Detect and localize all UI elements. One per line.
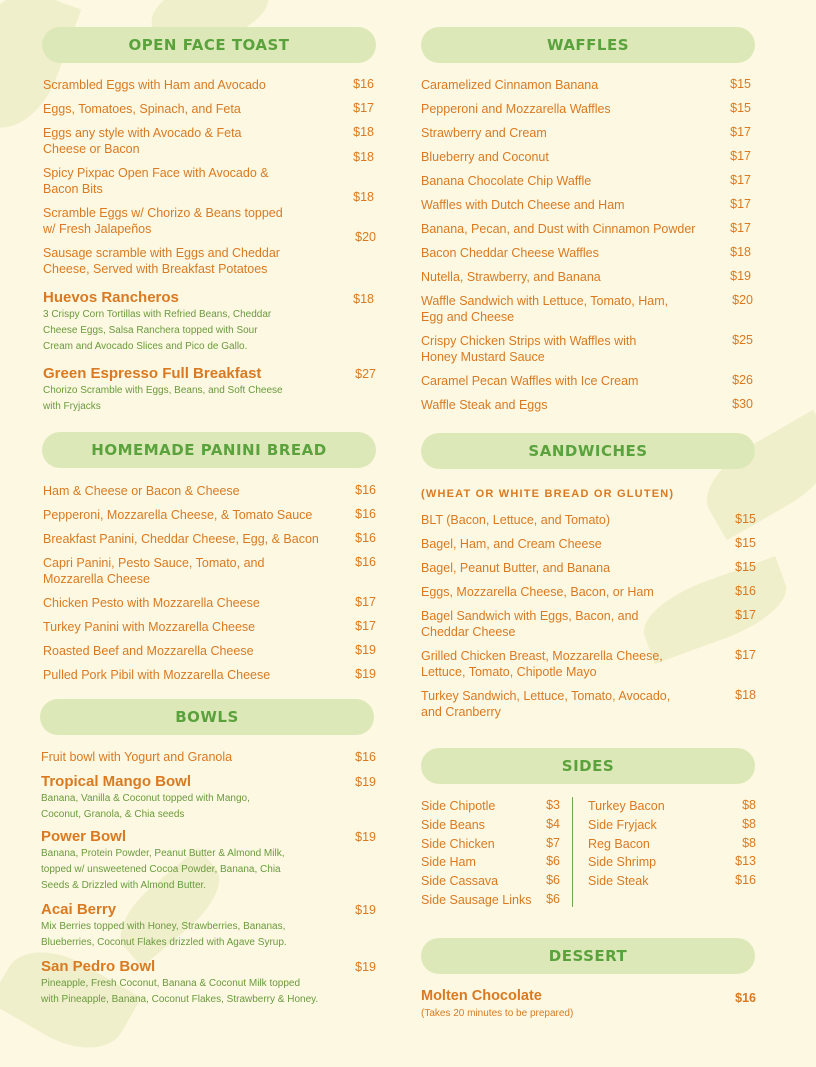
menu-item: Ham & Cheese or Bacon & Cheese (43, 484, 240, 498)
side-item: Side Chicken (421, 837, 495, 851)
section-heading-panini: HOMEMADE PANINI BREAD (42, 432, 376, 468)
item-price: $20 (732, 293, 753, 307)
menu-item-line2: and Cranberry (421, 705, 501, 719)
item-price: $18 (730, 245, 751, 259)
item-price: $19 (355, 960, 376, 974)
item-price: $17 (730, 173, 751, 187)
item-description: Pineapple, Fresh Coconut, Banana & Coconut Milk topped (41, 978, 301, 989)
menu-item: Turkey Panini with Mozzarella Cheese (43, 620, 256, 634)
section-heading-waffles: WAFFLES (421, 27, 755, 63)
section-heading-dessert: DESSERT (421, 938, 755, 974)
menu-item: Blueberry and Coconut (421, 150, 549, 164)
item-price: $26 (732, 373, 753, 387)
item-description: topped w/ unsweetened Cocoa Powder, Banana, Chia (41, 864, 281, 875)
menu-item: Bagel Sandwich with Eggs, Bacon, and (421, 609, 639, 623)
menu-item: Pulled Pork Pibil with Mozzarella Cheese (43, 668, 271, 682)
item-price: $18 (353, 292, 374, 306)
item-price: $6 (546, 854, 560, 868)
menu-item-line2: Cheese, Served with Breakfast Potatoes (43, 262, 268, 276)
menu-item: Bagel, Ham, and Cream Cheese (421, 537, 602, 551)
menu-item: Eggs, Tomatoes, Spinach, and Feta (43, 102, 241, 116)
menu-item: BLT (Bacon, Lettuce, and Tomato) (421, 513, 611, 527)
item-price: $18 (353, 150, 374, 164)
menu-item: Capri Panini, Pesto Sauce, Tomato, and (43, 556, 265, 570)
side-item: Side Chipotle (421, 799, 496, 813)
side-item: Side Beans (421, 818, 485, 832)
item-description: Cream and Avocado Slices and Pico de Gallo. (43, 341, 248, 352)
menu-item-title: Acai Berry (41, 901, 117, 918)
section-heading-open-face-toast: OPEN FACE TOAST (42, 27, 376, 63)
item-description: 3 Crispy Corn Tortillas with Refried Beans, Cheddar (43, 309, 272, 320)
menu-item: Pepperoni, Mozzarella Cheese, & Tomato Sauce (43, 508, 313, 522)
menu-item: Eggs, Mozzarella Cheese, Bacon, or Ham (421, 585, 654, 599)
item-note: (Takes 20 minutes to be prepared) (421, 1008, 574, 1019)
menu-item-line2: Cheese or Bacon (43, 142, 140, 156)
item-description: Cheese Eggs, Salsa Ranchera topped with Sour (43, 325, 258, 336)
item-price: $16 (735, 873, 756, 887)
item-price: $17 (730, 197, 751, 211)
item-description: Seeds & Drizzled with Almond Butter. (41, 880, 207, 891)
side-item: Side Cassava (421, 874, 499, 888)
item-price: $18 (353, 125, 374, 139)
item-price: $19 (355, 643, 376, 657)
menu-item: Waffle Sandwich with Lettuce, Tomato, Ham, (421, 294, 669, 308)
section-heading-bowls: BOWLS (40, 699, 374, 735)
menu-item: Bacon Cheddar Cheese Waffles (421, 246, 599, 260)
side-item: Side Ham (421, 855, 476, 869)
item-price: $17 (735, 608, 756, 622)
menu-item-line2: Cheddar Cheese (421, 625, 516, 639)
side-item: Reg Bacon (588, 837, 650, 851)
menu-item-title: Power Bowl (41, 828, 127, 845)
menu-item: Caramel Pecan Waffles with Ice Cream (421, 374, 639, 388)
menu-item: Scrambled Eggs with Ham and Avocado (43, 78, 266, 92)
item-price: $30 (732, 397, 753, 411)
menu-item: Breakfast Panini, Cheddar Cheese, Egg, & Bacon (43, 532, 319, 546)
menu-item-title: Tropical Mango Bowl (41, 773, 192, 790)
side-item: Side Fryjack (588, 818, 657, 832)
item-price: $18 (353, 190, 374, 204)
item-price: $25 (732, 333, 753, 347)
item-price: $16 (355, 555, 376, 569)
item-price: $17 (355, 619, 376, 633)
item-price: $16 (355, 483, 376, 497)
item-description: Banana, Vanilla & Coconut topped with Mango, (41, 793, 250, 804)
menu-item: Pepperoni and Mozzarella Waffles (421, 102, 611, 116)
item-price: $6 (546, 892, 560, 906)
menu-item: Nutella, Strawberry, and Banana (421, 270, 601, 284)
item-description: with Fryjacks (43, 401, 101, 412)
menu-item: Spicy Pixpac Open Face with Avocado & (43, 166, 269, 180)
item-price: $19 (355, 903, 376, 917)
menu-item-title: Huevos Rancheros (43, 289, 179, 306)
menu-item: Fruit bowl with Yogurt and Granola (41, 750, 233, 764)
item-price: $17 (355, 595, 376, 609)
item-price: $7 (546, 836, 560, 850)
item-price: $19 (730, 269, 751, 283)
item-price: $15 (735, 512, 756, 526)
item-price: $16 (355, 507, 376, 521)
item-price: $3 (546, 798, 560, 812)
item-price: $6 (546, 873, 560, 887)
item-description: Chorizo Scramble with Eggs, Beans, and Soft Cheese (43, 385, 283, 396)
menu-item-title: Green Espresso Full Breakfast (43, 365, 262, 382)
menu-item: Caramelized Cinnamon Banana (421, 78, 599, 92)
item-price: $15 (735, 560, 756, 574)
item-price: $16 (355, 531, 376, 545)
section-heading-sides: SIDES (421, 748, 755, 784)
item-price: $16 (735, 584, 756, 598)
menu-item: Eggs any style with Avocado & Feta (43, 126, 242, 140)
item-price: $18 (735, 688, 756, 702)
menu-item: Chicken Pesto with Mozzarella Cheese (43, 596, 260, 610)
bread-options-subheading: (WHEAT OR WHITE BREAD OR GLUTEN) (421, 488, 675, 500)
menu-item-title: San Pedro Bowl (41, 958, 156, 975)
item-price: $16 (735, 991, 756, 1005)
menu-item: Roasted Beef and Mozzarella Cheese (43, 644, 254, 658)
item-price: $16 (353, 77, 374, 91)
item-price: $8 (742, 836, 756, 850)
item-price: $17 (353, 101, 374, 115)
item-price: $17 (735, 648, 756, 662)
menu-item-line2: Egg and Cheese (421, 310, 515, 324)
menu-item: Banana Chocolate Chip Waffle (421, 174, 592, 188)
item-price: $17 (730, 221, 751, 235)
menu-item: Waffles with Dutch Cheese and Ham (421, 198, 625, 212)
item-description: Mix Berries topped with Honey, Strawberries, Bananas, (41, 921, 286, 932)
menu-item: Grilled Chicken Breast, Mozzarella Cheese, (421, 649, 663, 663)
menu-item-line2: Bacon Bits (43, 182, 103, 196)
item-price: $27 (355, 367, 376, 381)
sides-divider (572, 797, 573, 907)
item-price: $4 (546, 817, 560, 831)
item-price: $16 (355, 750, 376, 764)
item-price: $15 (730, 101, 751, 115)
side-item: Side Shrimp (588, 855, 657, 869)
menu-item-line2: w/ Fresh Jalapeños (43, 222, 152, 236)
menu-item-line2: Mozzarella Cheese (43, 572, 150, 586)
item-price: $19 (355, 775, 376, 789)
item-description: Banana, Protein Powder, Peanut Butter & Almond Milk, (41, 848, 285, 859)
item-price: $17 (730, 149, 751, 163)
menu-item: Turkey Sandwich, Lettuce, Tomato, Avocado, (421, 689, 671, 703)
item-price: $20 (355, 230, 376, 244)
menu-item-title: Molten Chocolate (421, 988, 542, 1004)
side-item: Turkey Bacon (588, 799, 665, 813)
section-heading-sandwiches: SANDWICHES (421, 433, 755, 469)
item-price: $13 (735, 854, 756, 868)
item-price: $19 (355, 667, 376, 681)
menu-item: Crispy Chicken Strips with Waffles with (421, 334, 637, 348)
menu-item-line2: Honey Mustard Sauce (421, 350, 545, 364)
item-price: $15 (735, 536, 756, 550)
item-price: $8 (742, 817, 756, 831)
menu-item: Strawberry and Cream (421, 126, 547, 140)
leaf-decoration (0, 0, 81, 141)
menu-item: Scramble Eggs w/ Chorizo & Beans topped (43, 206, 283, 220)
item-price: $17 (730, 125, 751, 139)
menu-item: Waffle Steak and Eggs (421, 398, 548, 412)
side-item: Side Sausage Links (421, 893, 532, 907)
item-price: $15 (730, 77, 751, 91)
item-description: with Pineapple, Banana, Coconut Flakes, Strawberry & Honey. (41, 994, 319, 1005)
menu-item: Sausage scramble with Eggs and Cheddar (43, 246, 280, 260)
item-price: $19 (355, 830, 376, 844)
item-price: $8 (742, 798, 756, 812)
side-item: Side Steak (588, 874, 649, 888)
item-description: Blueberries, Coconut Flakes drizzled with Agave Syrup. (41, 937, 287, 948)
menu-item-line2: Lettuce, Tomato, Chipotle Mayo (421, 665, 597, 679)
menu-item: Banana, Pecan, and Dust with Cinnamon Powder (421, 222, 696, 236)
item-description: Coconut, Granola, & Chia seeds (41, 809, 185, 820)
menu-item: Bagel, Peanut Butter, and Banana (421, 561, 611, 575)
